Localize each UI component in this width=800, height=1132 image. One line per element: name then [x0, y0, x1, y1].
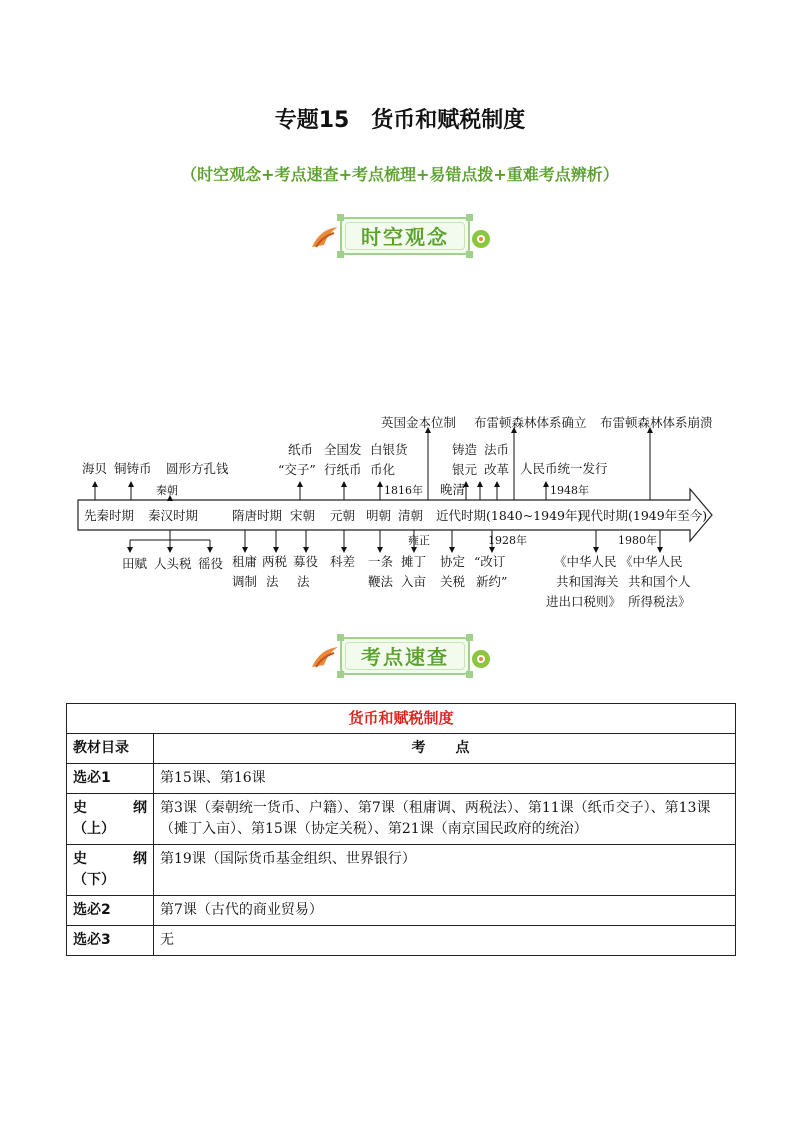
- section-badge-quickcheck: [310, 633, 490, 679]
- era-label: 现代时期(1949年至今): [578, 508, 708, 523]
- timeline-event: 共和国个人: [628, 574, 691, 589]
- timeline-date: 雍正: [408, 534, 430, 547]
- timeline-event: 所得税法》: [628, 594, 691, 609]
- row-content: 第3课（秦朝统一货币、户籍）、第7课（租庸调、两税法）、第11课（纸币交子）、第13课（摊丁入亩）、第15课（协定关税）、第21课（南京国民政府的统治）: [154, 794, 736, 845]
- timeline-date: 秦朝: [156, 484, 178, 497]
- timeline-event: 白银货: [370, 442, 408, 457]
- row-label: 史 纲 （上）: [67, 794, 154, 845]
- header-catalog: 教材目录: [67, 734, 154, 764]
- timeline-event: 纸币: [288, 442, 314, 457]
- page-subtitle: （时空观念+考点速查+考点梳理+易错点拨+重难考点辨析）: [181, 165, 619, 184]
- timeline-event: 《中华人民: [620, 554, 683, 569]
- timeline-event: “改订: [474, 554, 506, 569]
- timeline-event: 人民币统一发行: [520, 461, 608, 476]
- page-title: 专题15 货币和赋税制度: [274, 108, 526, 133]
- timeline-event: 人头税: [154, 556, 192, 571]
- timeline-event: 圆形方孔钱: [166, 461, 229, 476]
- timeline-event: 进出口税则》: [546, 594, 622, 609]
- timeline-event: 调制: [232, 574, 258, 589]
- timeline-event: 协定: [440, 554, 466, 569]
- timeline-event: 入亩: [401, 574, 427, 589]
- timeline-diagram: [0, 400, 800, 620]
- timeline-date: 1980年: [618, 534, 657, 547]
- timeline-event: 铜铸币: [114, 461, 152, 476]
- timeline-event: 鞭法: [368, 574, 394, 589]
- timeline-event: 改革: [484, 462, 510, 477]
- timeline-event: 徭役: [198, 556, 224, 571]
- era-label: 清朝: [398, 508, 424, 523]
- syllabus-table: [66, 703, 736, 956]
- table-row: [67, 794, 736, 845]
- timeline-event: 晚清: [440, 482, 466, 497]
- era-label: 明朝: [366, 508, 392, 523]
- timeline-date: 1928年: [488, 534, 527, 547]
- timeline-event: 共和国海关: [556, 574, 619, 589]
- timeline-date: 1948年: [550, 484, 589, 497]
- row-content: 无: [154, 926, 736, 956]
- row-label: 史 纲 （下）: [67, 845, 154, 896]
- timeline-event: 租庸: [232, 554, 258, 569]
- flower-ornament-icon: [468, 645, 494, 671]
- row-label: 选必3: [67, 926, 154, 956]
- table-row: [67, 926, 736, 956]
- timeline-event: 新约”: [476, 574, 508, 589]
- era-label: 秦汉时期: [148, 508, 199, 523]
- timeline-event: 法: [266, 574, 279, 589]
- row-label: 选必2: [67, 896, 154, 926]
- flower-ornament-icon: [468, 225, 494, 251]
- timeline-event: 币化: [370, 462, 396, 477]
- timeline-event: 银元: [452, 462, 478, 477]
- table-header-row: [67, 734, 736, 764]
- timeline-event: 布雷顿森林体系崩溃: [600, 415, 713, 430]
- section-badge-timeline: [310, 213, 490, 259]
- era-label: 宋朝: [290, 508, 316, 523]
- timeline-event: 布雷顿森林体系确立: [474, 415, 587, 430]
- era-label: 元朝: [330, 508, 356, 523]
- era-label: 先秦时期: [84, 508, 135, 523]
- swoosh-icon: [310, 643, 340, 671]
- timeline-event: 全国发: [324, 442, 362, 457]
- timeline-date: 1816年: [384, 484, 423, 497]
- badge-label: 时空观念: [361, 225, 449, 249]
- timeline-event: 募役: [293, 554, 319, 569]
- timeline-event: 关税: [440, 574, 466, 589]
- timeline-event: 《中华人民: [554, 554, 617, 569]
- table-row: [67, 896, 736, 926]
- era-label: 隋唐时期: [232, 508, 283, 523]
- timeline-event: 铸造: [452, 442, 478, 457]
- era-label: 近代时期(1840~1949年): [436, 508, 583, 523]
- timeline-event: 田赋: [122, 556, 148, 571]
- timeline-event: 英国金本位制: [381, 415, 457, 430]
- swoosh-icon: [310, 223, 340, 251]
- timeline-event: “交子”: [278, 462, 316, 477]
- timeline-event: 行纸币: [324, 462, 362, 477]
- row-label: 选必1: [67, 764, 154, 794]
- timeline-event: 法币: [484, 442, 510, 457]
- table-row: [67, 764, 736, 794]
- row-content: 第7课（古代的商业贸易）: [154, 896, 736, 926]
- badge-label: 考点速查: [361, 645, 449, 669]
- timeline-event: 科差: [330, 554, 356, 569]
- timeline-event: 海贝: [82, 461, 108, 476]
- table-row: [67, 845, 736, 896]
- header-points: 考 点: [154, 734, 736, 764]
- row-content: 第15课、第16课: [154, 764, 736, 794]
- timeline-event: 两税: [262, 554, 288, 569]
- table-title: 货币和赋税制度: [67, 704, 736, 734]
- timeline-event: 一条: [368, 554, 394, 569]
- timeline-event: 摊丁: [401, 554, 427, 569]
- row-content: 第19课（国际货币基金组织、世界银行）: [154, 845, 736, 896]
- table-title-row: [67, 704, 736, 734]
- timeline-event: 法: [297, 574, 310, 589]
